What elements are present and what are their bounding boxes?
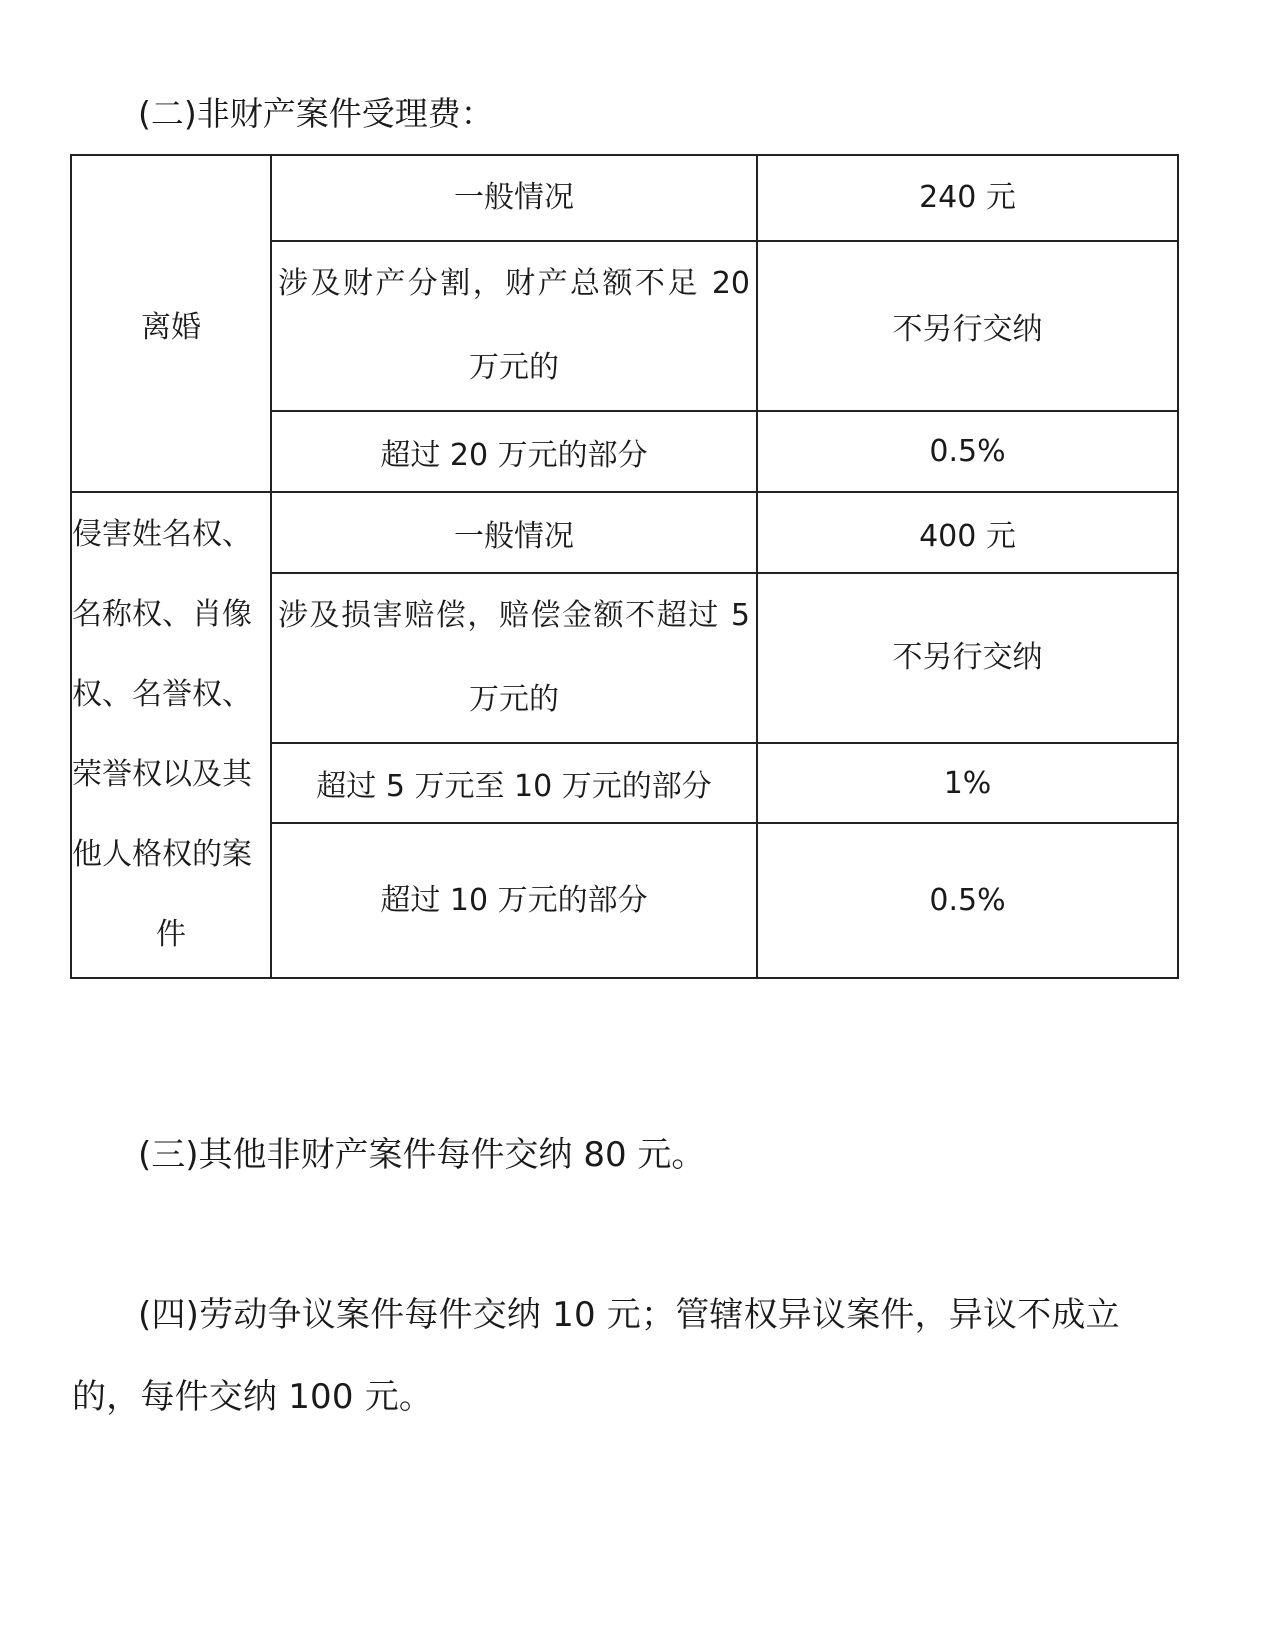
condition-text: 一般情况	[454, 518, 574, 554]
condition-text: 超过 5 万元至 10 万元的部分	[316, 769, 712, 804]
table-row	[71, 155, 1178, 241]
condition-cell	[271, 241, 757, 411]
condition-cell	[271, 823, 757, 978]
fee-cell	[757, 573, 1178, 743]
condition-text: 涉及财产分割，财产总额不足 20 万元的	[278, 266, 750, 385]
fee-text: 不另行交纳	[892, 640, 1043, 675]
fee-cell	[757, 411, 1178, 492]
category-cell-personality	[71, 492, 271, 978]
condition-cell	[271, 573, 757, 743]
fee-text: 400 元	[919, 518, 1016, 554]
category-label: 离婚	[141, 309, 201, 345]
paragraph-other-cases: (三)其他非财产案件每件交纳 80 元。	[138, 1135, 706, 1175]
fee-text: 1%	[943, 765, 992, 801]
fee-cell	[757, 492, 1178, 573]
condition-cell	[271, 155, 757, 241]
fee-cell	[757, 241, 1178, 411]
condition-text: 超过 10 万元的部分	[380, 882, 648, 918]
fee-cell	[757, 743, 1178, 823]
condition-text: 一般情况	[454, 180, 574, 215]
table-row	[71, 492, 1178, 573]
fee-cell	[757, 823, 1178, 978]
fee-cell	[757, 155, 1178, 241]
condition-text: 超过 20 万元的部分	[380, 437, 648, 473]
fee-text: 0.5%	[929, 434, 1006, 469]
fee-text: 不另行交纳	[892, 312, 1043, 347]
condition-cell	[271, 492, 757, 573]
fee-table	[70, 154, 1179, 979]
fee-text: 0.5%	[929, 882, 1006, 918]
paragraph-labor-dispute: (四)劳动争议案件每件交纳 10 元；管辖权异议案件，异议不成立的，每件交纳 100 元。	[72, 1295, 1120, 1417]
condition-cell	[271, 743, 757, 823]
fee-text: 240 元	[919, 180, 1016, 215]
condition-cell	[271, 411, 757, 492]
category-cell-divorce	[71, 155, 271, 492]
category-label: 侵害姓名权、名称权、肖像权、名誉权、荣誉权以及其他人格权的案件	[72, 517, 252, 952]
section-heading: (二)非财产案件受理费：	[138, 94, 494, 133]
condition-text: 涉及损害赔偿，赔偿金额不超过 5 万元的	[278, 598, 750, 717]
